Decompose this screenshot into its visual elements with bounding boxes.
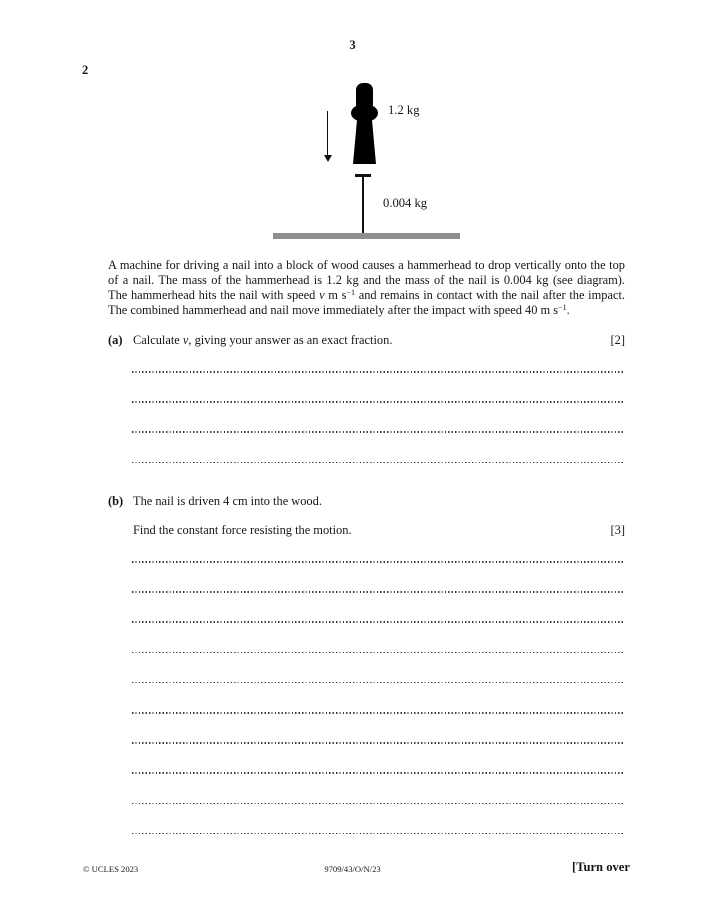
hammerhead-shape xyxy=(351,83,379,165)
page-number: 3 xyxy=(349,38,356,52)
down-arrow-head xyxy=(324,155,332,162)
answer-line xyxy=(132,803,625,805)
answer-line xyxy=(132,591,625,593)
answer-line xyxy=(132,682,625,684)
answer-line xyxy=(132,712,625,714)
answer-line xyxy=(132,462,625,464)
answer-line xyxy=(132,772,625,774)
answer-line xyxy=(132,833,625,835)
intro-line-1: A machine for driving a nail into a block of wood causes a hammerhead to drop vertically onto the top xyxy=(108,258,625,272)
down-arrow-icon xyxy=(323,111,332,163)
nail-mass-label: 0.004 kg xyxy=(383,196,428,210)
v-symbol: v xyxy=(319,288,325,302)
part-b-answer-lines xyxy=(132,561,625,863)
answer-line xyxy=(132,431,625,433)
v-symbol: v xyxy=(182,333,189,347)
part-b-label: (b) xyxy=(108,494,124,508)
intro-line-2: of a nail. The mass of the hammerhead is 1.2 kg and the mass of the nail is 0.004 kg (see diagram). xyxy=(108,273,625,287)
wood-block xyxy=(273,233,460,239)
footer-copyright: © UCLES 2023 xyxy=(83,864,139,874)
answer-line xyxy=(132,652,625,654)
question-number: 2 xyxy=(82,63,89,77)
part-a-label: (a) xyxy=(108,333,123,347)
part-b-marks: [3] xyxy=(610,523,625,537)
part-b-prompt: Find the constant force resisting the motion. xyxy=(133,523,352,537)
intro-line-3: The hammerhead hits the nail with speed v m $s^{-1}$ and remains in contact with the nail after the impact. xyxy=(108,288,625,302)
intro-line-4: The combined hammerhead and nail move immediately after the impact with speed 40 m $s^{-1}$. xyxy=(108,303,570,317)
part-a-answer-lines xyxy=(132,371,625,492)
answer-line xyxy=(132,561,625,563)
part-b-statement: The nail is driven 4 cm into the wood. xyxy=(133,494,322,508)
question-intro-paragraph xyxy=(108,258,625,318)
hammer-mass-label: 1.2 kg xyxy=(388,103,420,117)
footer-paper-code: 9709/43/O/N/23 xyxy=(324,864,381,874)
answer-line xyxy=(132,371,625,373)
part-a-prompt: Calculate v, giving your answer as an exact fraction. xyxy=(133,333,393,347)
answer-line xyxy=(132,621,625,623)
down-arrow-shaft xyxy=(327,111,328,156)
nail-shaft xyxy=(362,176,364,233)
part-a-marks: [2] xyxy=(610,333,625,347)
answer-line xyxy=(132,742,625,744)
answer-line xyxy=(132,401,625,403)
footer-turn-over: [Turn over xyxy=(572,860,630,874)
